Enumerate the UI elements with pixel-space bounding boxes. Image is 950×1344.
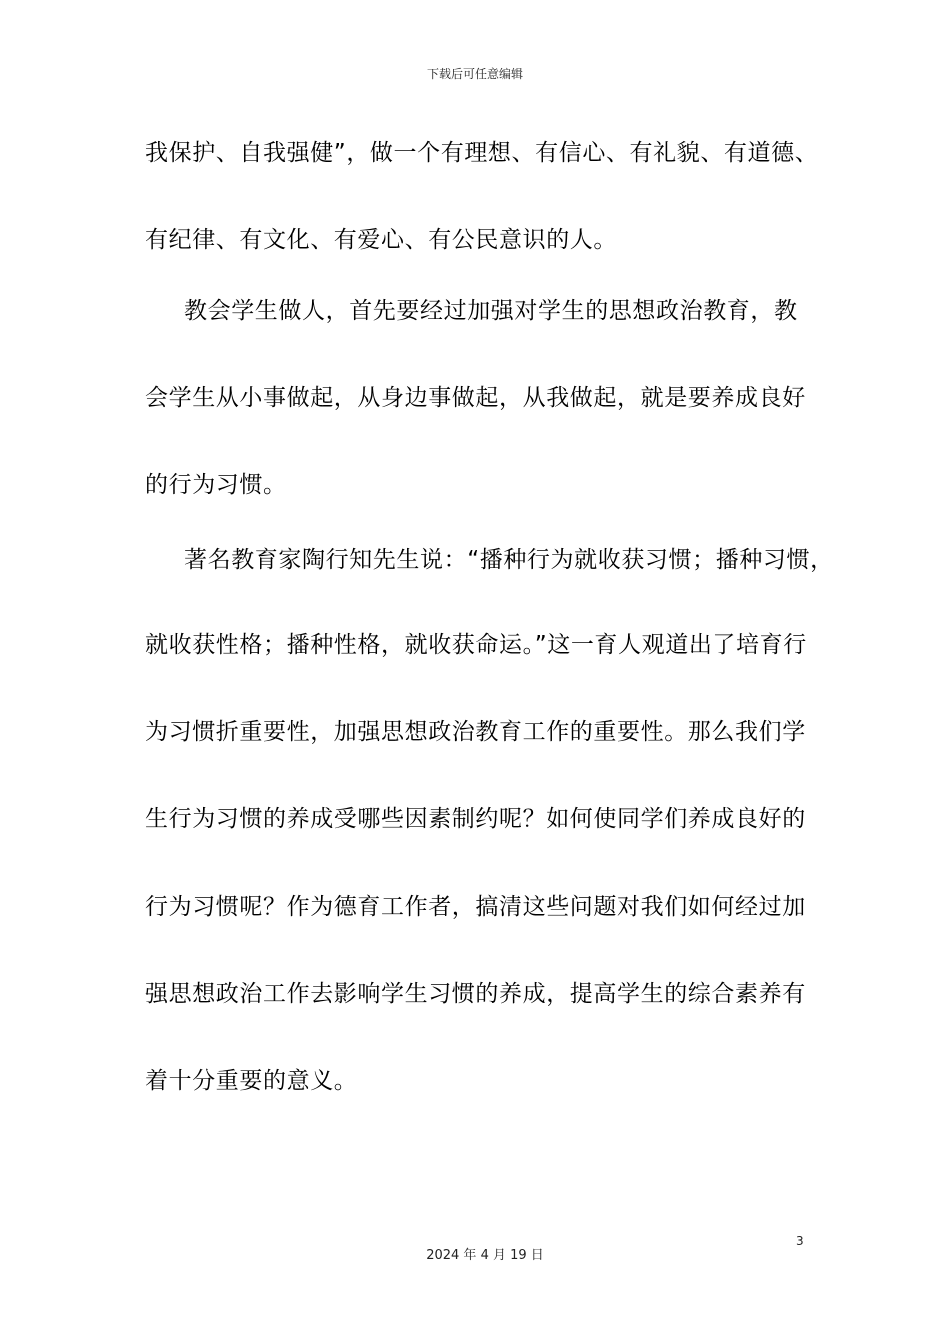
body-line-9: 生行为习惯的养成受哪些因素制约呢？如何使同学们养成良好的 bbox=[145, 806, 806, 832]
body-line-6: 著名教育家陶行知先生说：“播种行为就收获习惯；播种习惯， bbox=[184, 547, 834, 573]
body-line-12: 着十分重要的意义。 bbox=[145, 1068, 358, 1094]
body-line-4: 会学生从小事做起，从身边事做起，从我做起，就是要养成良好 bbox=[145, 385, 806, 411]
body-line-2: 有纪律、有文化、有爱心、有公民意识的人。 bbox=[145, 227, 617, 253]
body-line-7: 就收获性格；播种性格，就收获命运。”这一育人观道出了培育行 bbox=[145, 632, 807, 658]
page-number: 3 bbox=[796, 1234, 804, 1248]
body-line-8: 为习惯折重要性，加强思想政治教育工作的重要性。那么我们学 bbox=[145, 719, 806, 745]
body-line-3: 教会学生做人，首先要经过加强对学生的思想政治教育，教 bbox=[184, 298, 798, 324]
body-line-10: 行为习惯呢？作为德育工作者，搞清这些问题对我们如何经过加 bbox=[145, 894, 806, 920]
footer-date: 2024 年 4 月 19 日 bbox=[426, 1248, 544, 1263]
page-header: 下载后可任意编辑 bbox=[426, 67, 523, 81]
body-line-1: 我保护、自我强健”，做一个有理想、有信心、有礼貌、有道德、 bbox=[145, 140, 819, 166]
body-line-5: 的行为习惯。 bbox=[145, 472, 287, 498]
body-line-11: 强思想政治工作去影响学生习惯的养成，提高学生的综合素养有 bbox=[145, 981, 806, 1007]
